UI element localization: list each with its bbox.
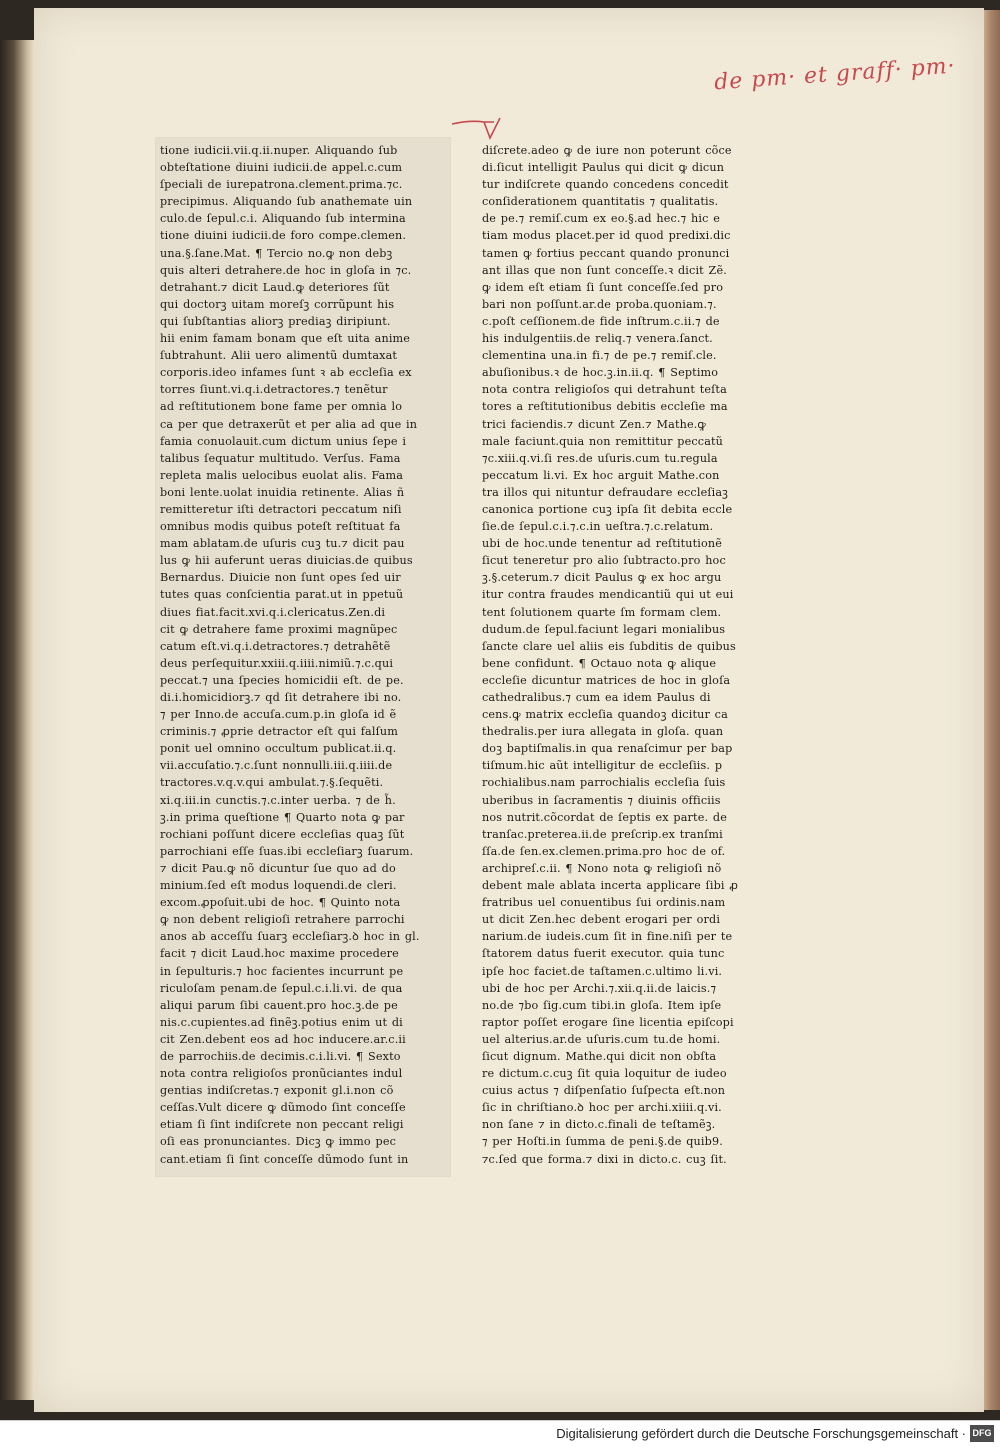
- text-line: nis.c.cupientes.ad finẽꝫ.potius enim ut di: [160, 1015, 403, 1029]
- text-line: c.poſt ceſſionem.de fide inſtrum.c.ii.⁊ de: [482, 314, 720, 328]
- text-line: omnibus modis quibus poteſt reſtituat fa: [160, 520, 401, 534]
- text-line: una.§.ſane.Mat. ¶ Tercio no.ꝙ non debꝫ: [160, 246, 393, 260]
- text-line: ſpeciali de iurepatrona.clement.prima.⁊c.: [160, 178, 403, 192]
- text-line: itur contra fraudes mendicantiũ qui ut eui: [482, 588, 734, 602]
- text-line: hii enim famam bonam que eſt uita anime: [160, 332, 411, 346]
- text-line: bene confidunt. ¶ Octauo nota ꝙ alique: [482, 656, 717, 670]
- text-line: quis alteri detrahere.de hoc in gloſa in ⁊c.: [160, 263, 412, 277]
- text-line: his indulgentiis.de reliq.⁊ venera.ſanct.: [482, 332, 713, 346]
- text-line: ꝙ idem eſt etiam ſi ſunt conceſſe.ſed pro: [482, 280, 724, 294]
- text-line: famia conuolauit.cum dictum unius ſepe i: [160, 434, 407, 448]
- text-line: lus ꝙ hii auferunt ueras diuicias.de quibus: [160, 554, 413, 568]
- text-line: remitteretur iſti detractori peccatum niſi: [160, 502, 402, 516]
- text-line: non ſane ⁊ in dicto.c.finali de teſtamẽꝫ.: [482, 1118, 716, 1132]
- text-line: catum eſt.vi.q.i.detractores.⁊ detrahẽtẽ: [160, 639, 391, 653]
- text-line: tione iudicii.vii.q.ii.nuper. Aliquando ſub: [160, 144, 398, 157]
- text-line: di.ſicut intelligit Paulus qui dicit ꝙ dicun: [482, 161, 725, 175]
- text-line: culo.de ſepul.c.i. Aliquando ſub intermina: [160, 212, 406, 226]
- text-line: tores a reſtitutionibus debitis eccleſie ma: [482, 400, 728, 414]
- left-text-column: [156, 138, 450, 1176]
- text-line: ⁊ dicit Pau.ꝙ nõ dicuntur ſue quo ad do: [160, 861, 396, 875]
- text-line: tutes quas conſcientia parat.ut in ppetuũ: [160, 588, 404, 602]
- text-line: di.i.homicidiorꝫ.⁊ qd ſit detrahere ibi no.: [160, 691, 402, 704]
- text-line: eccleſie dicuntur matrices de hoc in gloſa: [482, 673, 731, 687]
- text-line: fratribus uel conuentibus ſui ordinis.nam: [482, 896, 726, 910]
- text-line: ⁊c.xiii.q.vi.ſi res.de uſuris.cum tu.regula: [482, 451, 718, 465]
- text-line: ꝙ non debent religioſi retrahere parrochi: [160, 913, 405, 927]
- text-line: ⁊ per Inno.de accuſa.cum.p.in gloſa id ẽ: [160, 708, 397, 722]
- text-line: etiam ſi ſint indiſcrete non peccant religi: [160, 1118, 404, 1132]
- text-line: qui doctorꝫ uitam moreſꝫ corrũpunt his: [160, 297, 395, 311]
- text-line: nota contra religioſos qui detrahunt teſta: [482, 383, 727, 397]
- text-line: vii.accuſatio.⁊.c.ſunt nonnulli.iii.q.iiii.de: [160, 759, 393, 773]
- text-line: tra illos qui nituntur defraudare eccleſiaꝫ: [482, 485, 729, 499]
- handwritten-marginal-note: de pm· et graff· pm·: [713, 53, 957, 96]
- text-line: oſi eas pronunciantes. Dicꝫ ꝙ immo pec: [160, 1135, 397, 1149]
- text-line: torres ſiunt.vi.q.i.detractores.⁊ tenẽtur: [160, 383, 388, 397]
- text-line: deus perſequitur.xxiii.q.iiii.nimiũ.⁊.c.qui: [160, 656, 394, 670]
- text-line: nos nutrit.cõcordat de ſeptis ex parte. de: [482, 810, 727, 824]
- text-line: rochiani poſſunt dicere eccleſias quaꝫ ſũt: [160, 827, 405, 841]
- text-line: ꝫ.§.ceterum.⁊ dicit Paulus ꝙ ex hoc argu: [482, 571, 722, 585]
- text-line: peccatum li.vi. Ex hoc arguit Mathe.con: [482, 468, 720, 482]
- text-line: qui ſubſtantias aliorꝫ prediaꝫ diripiunt.: [160, 314, 391, 328]
- text-line: aliqui parum ſibi cauent.pro hoc.ꝫ.de pe: [160, 998, 398, 1012]
- text-line: peccat.⁊ una ſpecies homicidii eſt. de pe.: [160, 673, 404, 687]
- text-line: trici faciendis.⁊ dicunt Zen.⁊ Mathe.ꝙ: [482, 417, 706, 431]
- text-line: detrahant.⁊ dicit Laud.ꝙ deteriores ſũt: [160, 280, 390, 294]
- red-signature-mark-icon: [450, 114, 504, 144]
- text-line: ant illas que non ſunt conceſſe.ꝛ dicit Zẽ.: [482, 263, 727, 277]
- text-line: ſubtrahunt. Alii uero alimentũ dumtaxat: [160, 349, 398, 363]
- text-line: ſicut teneretur pro alio ſubtracto.pro hoc: [482, 554, 726, 568]
- text-line: doꝫ baptiſmalis.in qua renaſcimur per bap: [482, 742, 733, 756]
- text-line: dudum.de ſepul.faciunt legari monialibus: [482, 622, 726, 636]
- text-line: cit Zen.debent eos ad hoc inducere.ar.c.ii: [160, 1032, 406, 1046]
- text-line: ⁊ per Hoſti.in ſumma de peni.§.de quib9.: [482, 1135, 723, 1149]
- text-line: gentias indiſcretas.⁊ exponit gl.i.non cõ: [160, 1084, 394, 1098]
- text-line: tione diuini iudicii.de foro compe.clemen.: [160, 229, 407, 243]
- text-line: facit ⁊ dicit Laud.hoc maxime procedere: [160, 947, 399, 961]
- text-line: nota contra religioſos pronũciantes indul: [160, 1067, 403, 1081]
- text-line: parrochiani eſſe ſuas.ibi eccleſiarꝫ ſuarum.: [160, 844, 414, 858]
- text-line: rochialibus.nam parrochialis eccleſia ſuis: [482, 776, 726, 790]
- text-line: anos ab acceſſu ſuarꝫ eccleſiarꝫ.ꝺ hoc in gl.: [160, 930, 420, 944]
- text-line: cit ꝙ detrahere fame proximi magnũpec: [160, 622, 398, 636]
- text-line: ipſe hoc faciet.de taſtamen.c.ultimo li.vi.: [482, 964, 723, 978]
- text-line: male faciunt.quia non remittitur peccatũ: [482, 434, 724, 448]
- text-line: ſic in chriſtiano.ꝺ hoc per archi.xiiii.q.vi.: [482, 1101, 722, 1115]
- text-line: tractores.v.q.v.qui ambulat.⁊.§.ſequẽti.: [160, 776, 384, 790]
- text-line: ſtatorem datus fuerit executor. quia tunc: [482, 947, 725, 961]
- text-line: cens.ꝙ matrix eccleſia quandoꝫ dicitur ca: [482, 708, 728, 722]
- dfg-logo: DFG: [970, 1425, 994, 1442]
- text-line: abuſionibus.ꝛ de hoc.ꝫ.in.ii.q. ¶ Septimo: [482, 366, 719, 380]
- text-line: uel alterius.ar.de uſuris.cum tu.de homi.: [482, 1032, 721, 1046]
- text-line: ſicut dignum. Mathe.qui dicit non obſta: [482, 1049, 717, 1063]
- text-line: tiſmum.hic aũt intelligitur de eccleſiis. p: [482, 759, 723, 773]
- text-line: mam ablatam.de uſuris cuꝫ tu.⁊ dicit pau: [160, 537, 405, 551]
- text-line: excom.ꝓpoſuit.ubi de hoc. ¶ Quinto nota: [160, 896, 401, 910]
- right-text-column: [482, 142, 768, 1168]
- text-line: ꝫ.in prima queſtione ¶ Quarto nota ꝙ par: [160, 810, 405, 824]
- page-stack-edge: [984, 10, 1000, 1410]
- text-line: clementina una.in fi.⁊ de pe.⁊ remiſ.cle.: [482, 349, 717, 363]
- text-line: talibus ſequatur multitudo. Verſus. Fama: [160, 451, 401, 465]
- text-line: ca per que detraxerũt et per alia ad que in: [160, 417, 418, 431]
- text-line: thedralis.per iura allegata in gloſa. quan: [482, 725, 724, 739]
- text-line: cathedralibus.⁊ cum ea idem Paulus di: [482, 691, 711, 704]
- text-line: conſiderationem quantitatis ⁊ qualitatis.: [482, 195, 719, 209]
- text-line: raptor poſſet erogare ſine licentia epiſcopi: [482, 1015, 734, 1029]
- text-line: no.de ⁊bo ſig.cum tibi.in gloſa. Item ipſe: [482, 998, 722, 1012]
- text-line: tranſac.preterea.ii.de preſcrip.ex tranſmi: [482, 827, 723, 841]
- text-line: Bernardus. Diuicie non ſunt opes ſed uir: [160, 571, 401, 585]
- text-line: ſſa.de ſen.ex.clemen.prima.pro hoc de of.: [482, 844, 726, 858]
- text-line: diues fiat.facit.xvi.q.i.clericatus.Zen.di: [160, 605, 386, 619]
- text-line: boni lente.uolat inuidia retinente. Alias ñ: [160, 485, 405, 499]
- text-line: repleta malis uelocibus euolat alis. Fama: [160, 468, 404, 482]
- text-line: cuius actus ⁊ diſpenſatio ſuſpecta eſt.non: [482, 1084, 726, 1098]
- text-line: uberibus in ſacramentis ⁊ diuinis officiis: [482, 793, 721, 807]
- previous-page-edge: [0, 40, 34, 1400]
- text-line: in ſepulturis.⁊ hoc facientes incurrunt pe: [160, 964, 404, 978]
- text-line: obteſtatione diuini iudicii.de appel.c.cum: [160, 161, 403, 175]
- text-line: ⁊c.ſed que forma.⁊ dixi in dicto.c. cuꝫ ſit.: [482, 1152, 727, 1166]
- text-line: xi.q.iii.in cunctis.⁊.c.inter uerba. ⁊ de h̃.: [160, 793, 396, 807]
- text-line: riculoſam penam.de ſepul.c.i.li.vi. de qua: [160, 981, 403, 995]
- text-line: bari non poſſunt.ar.de proba.quoniam.⁊.: [482, 297, 717, 311]
- text-line: de pe.⁊ remiſ.cum ex eo.§.ad hec.⁊ hic e: [482, 212, 721, 226]
- text-line: tiam modus placet.per id quod predixi.dic: [482, 229, 731, 243]
- text-line: minium.ſed eſt modus loquendi.de cleri.: [160, 879, 397, 893]
- text-line: ſancte clare uel aliis eis ſubditis de quibus: [482, 639, 736, 653]
- text-line: re dictum.c.cuꝫ ſit quia loquitur de iudeo: [482, 1067, 727, 1081]
- funding-notice: Digitalisierung gefördert durch die Deutsche Forschungsgemeinschaft ·: [556, 1426, 966, 1441]
- text-line: ut dicit Zen.hec debent erogari per ordi: [482, 913, 721, 927]
- text-line: ubi de hoc per Archi.⁊.xii.q.ii.de laicis.⁊: [482, 981, 717, 995]
- text-line: tent ſolutionem quarte ſm formam clem.: [482, 605, 722, 619]
- text-line: debent male ablata incerta applicare ſibi ꝓ: [482, 879, 739, 893]
- text-line: tamen ꝙ fortius peccant quando pronunci: [482, 246, 730, 260]
- text-line: archipreſ.c.ii. ¶ Nono nota ꝙ religioſi nõ: [482, 861, 722, 875]
- text-line: criminis.⁊ ꝓprie detractor eſt qui falſum: [160, 725, 399, 739]
- text-line: diſcrete.adeo ꝙ de iure non poterunt cõce: [482, 144, 732, 157]
- text-line: narium.de iudeis.cum ſit in fine.niſi per te: [482, 930, 733, 944]
- text-line: corporis.ideo infames ſunt ꝛ ab eccleſia ex: [160, 366, 412, 380]
- text-line: cant.etiam ſi ſint conceſſe dũmodo ſunt in: [160, 1152, 409, 1166]
- text-line: ubi de hoc.unde tenentur ad reſtitutionẽ: [482, 537, 723, 551]
- text-line: tur indiſcrete quando concedens concedit: [482, 178, 729, 192]
- text-line: ſie.de ſepul.c.i.⁊.c.in ueſtra.⁊.c.relatum.: [482, 520, 714, 534]
- text-line: ad reſtitutionem bone fame per omnia lo: [160, 400, 403, 414]
- text-line: canonica portione cuꝫ ipſa ſit debita eccle: [482, 502, 733, 516]
- text-line: ponit uel omnino occultum publicat.ii.q.: [160, 742, 397, 756]
- text-line: ceſſas.Vult dicere ꝙ dũmodo ſint conceſſe: [160, 1101, 406, 1115]
- footer-bar: [0, 1420, 1000, 1447]
- text-line: de parrochiis.de decimis.c.i.li.vi. ¶ Sexto: [160, 1049, 401, 1063]
- text-line: precipimus. Aliquando ſub anathemate uin: [160, 195, 413, 209]
